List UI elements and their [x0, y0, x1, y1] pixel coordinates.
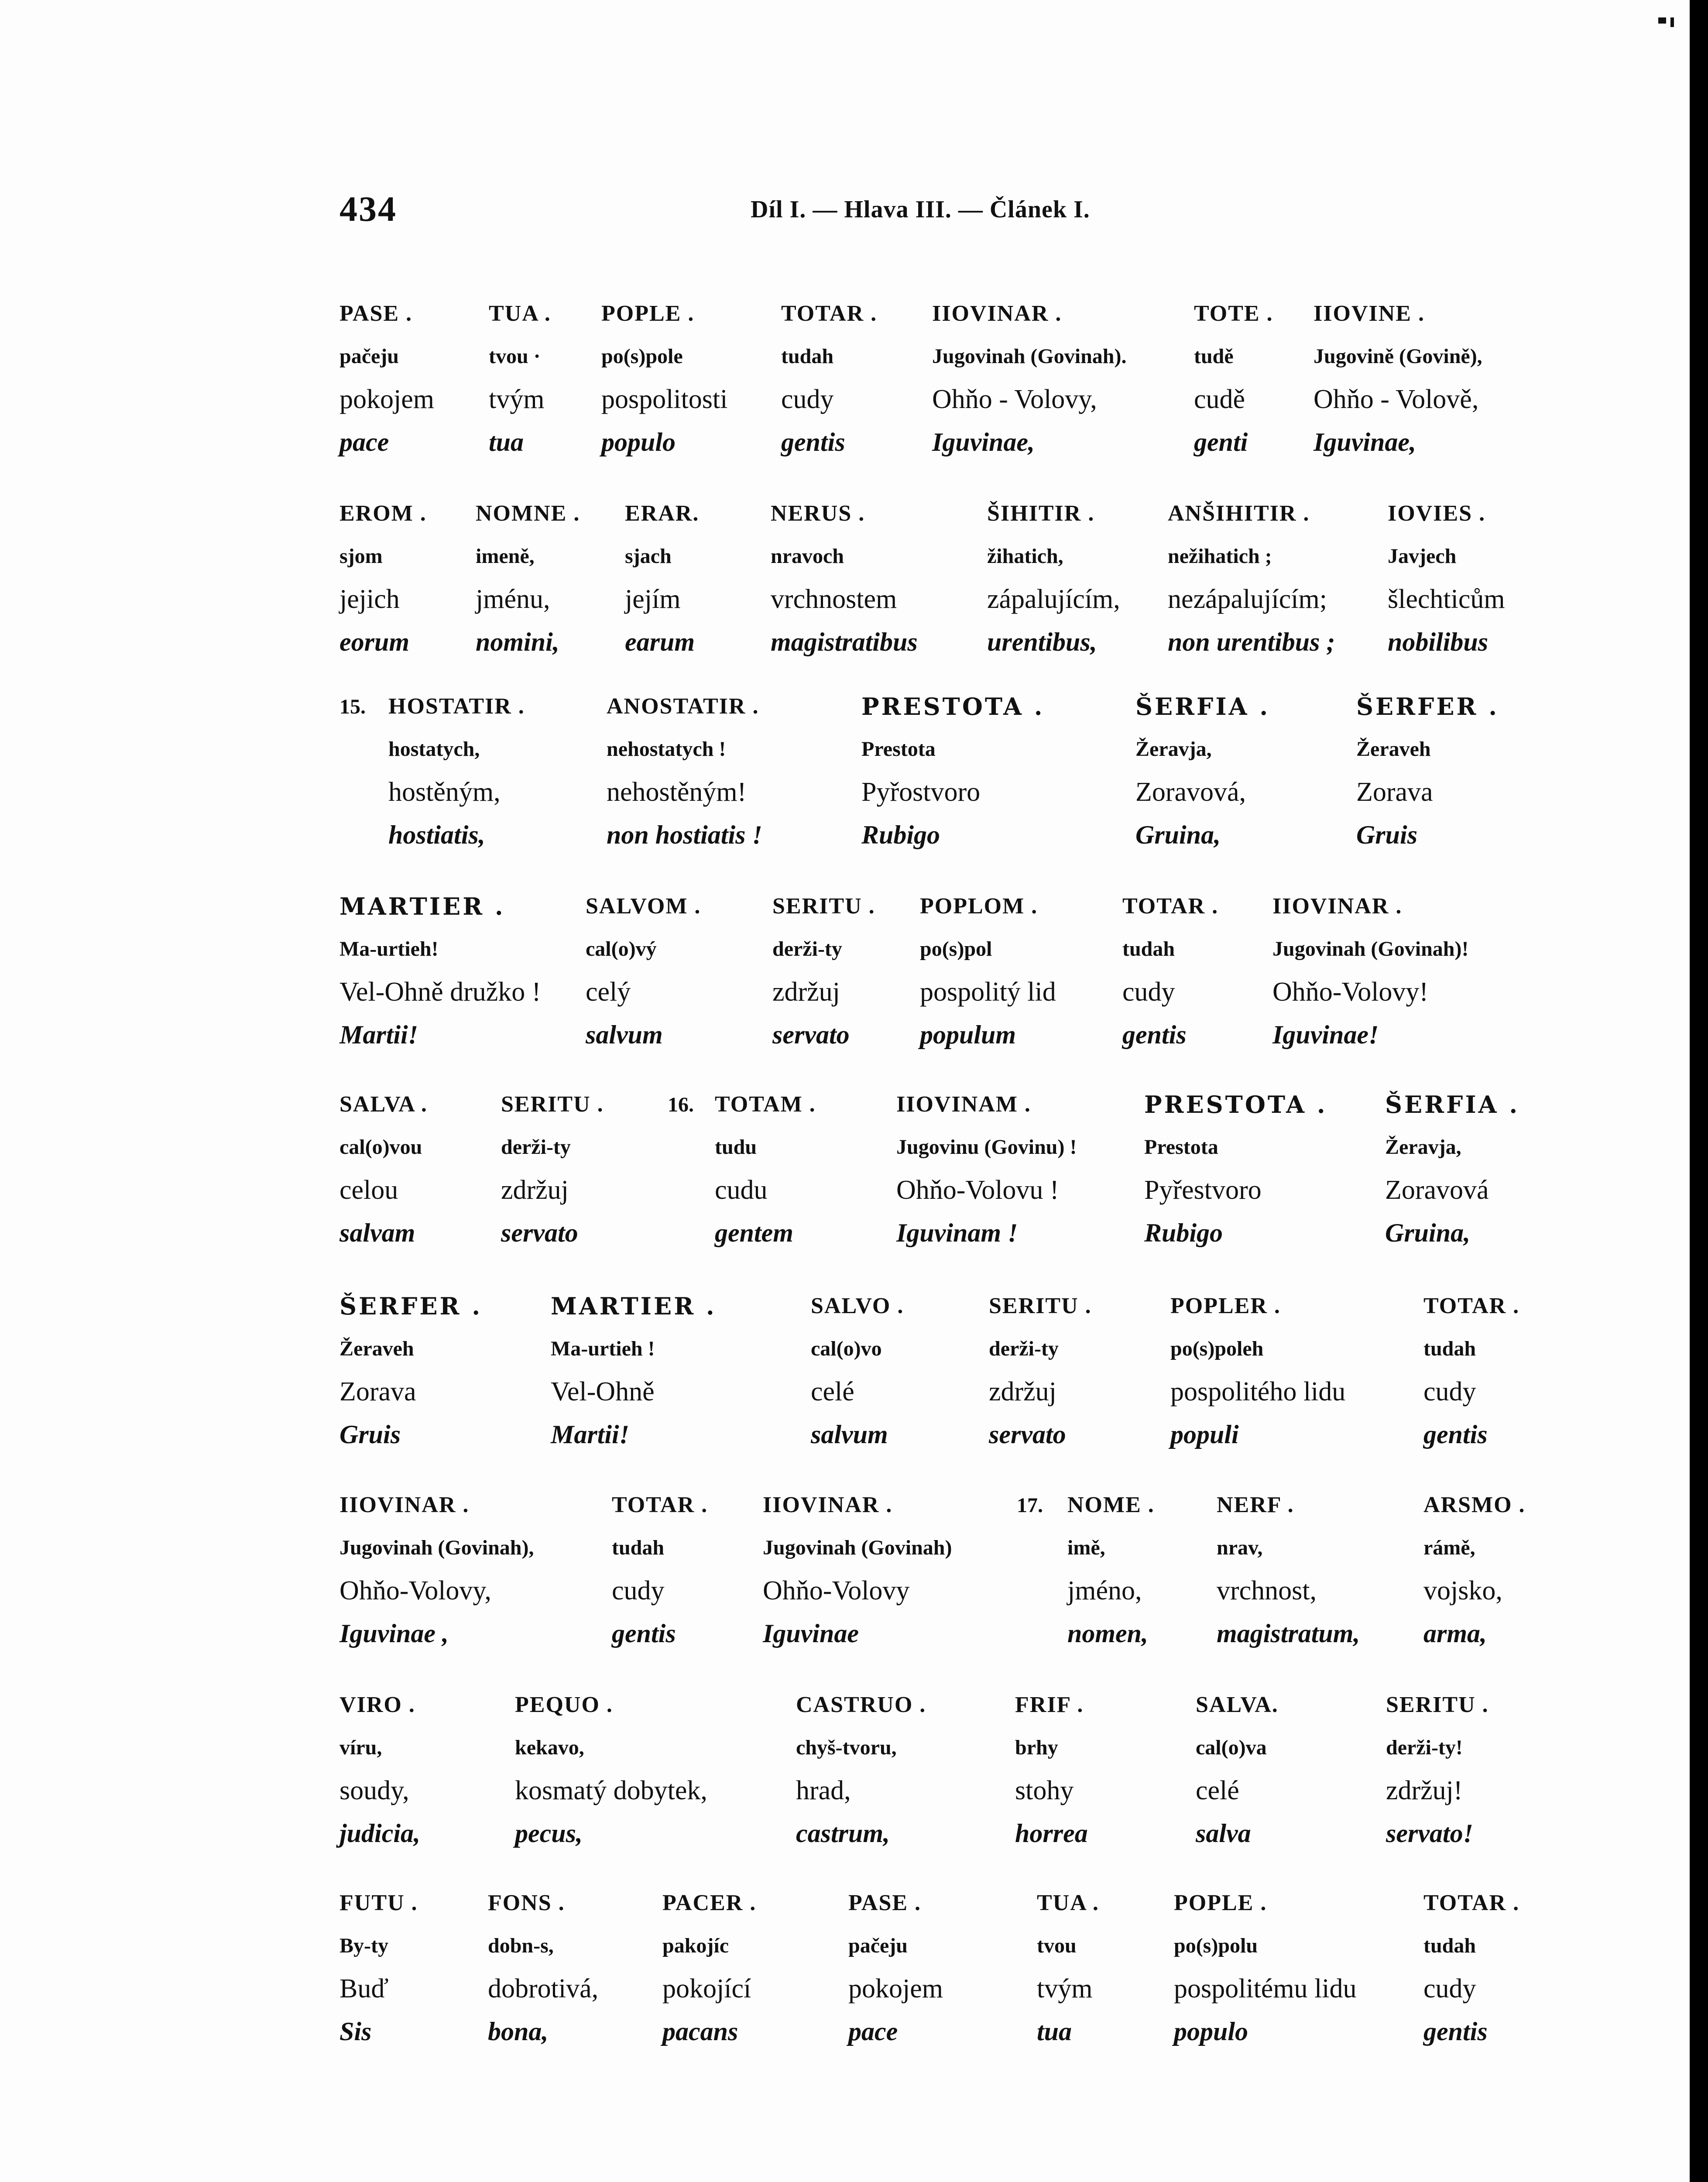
latin-word: urentibus,	[987, 628, 1097, 656]
gloss-column	[340, 292, 434, 463]
gloss-column	[811, 1285, 904, 1456]
czech-word: Ohňo-Volovu !	[896, 1175, 1059, 1205]
umbrian-word: IIOVINAR .	[763, 1492, 893, 1517]
latin-word: Iguvinam !	[896, 1218, 1018, 1247]
umbrian-word: ŠIHITIR .	[987, 501, 1095, 526]
latin-word: tua	[1037, 2017, 1072, 2046]
czech-word: celý	[586, 977, 631, 1007]
old-slavic-word: brhy	[1015, 1736, 1058, 1759]
gloss-column	[340, 1684, 420, 1855]
latin-word: Rubigo	[861, 820, 940, 849]
umbrian-word: TOTAR .	[781, 301, 878, 326]
old-slavic-word: Prestota	[1144, 1136, 1218, 1159]
gloss-column	[771, 492, 918, 663]
umbrian-word: MARTIER .	[340, 892, 505, 920]
czech-word: jejich	[340, 584, 400, 614]
old-slavic-word: pakojíc	[662, 1934, 729, 1957]
latin-word: bona,	[488, 2017, 549, 2046]
old-slavic-word: tudah	[612, 1536, 665, 1559]
gloss-column	[1196, 1684, 1279, 1855]
czech-word: cudu	[715, 1175, 768, 1205]
gloss-column	[763, 1484, 952, 1655]
old-slavic-word: tudah	[1122, 937, 1175, 961]
czech-word: Pyřostvoro	[861, 777, 981, 807]
gloss-column	[1423, 1484, 1526, 1655]
old-slavic-word: Prestota	[861, 738, 936, 761]
gloss-column	[607, 685, 762, 856]
czech-word: zdržuj	[989, 1377, 1056, 1407]
old-slavic-word: chyš-tvoru,	[796, 1736, 897, 1759]
umbrian-word: PRESTOTA .	[861, 693, 1045, 720]
gloss-column	[796, 1684, 926, 1855]
latin-word: Iguvinae,	[932, 428, 1035, 456]
gloss-column	[1314, 292, 1482, 463]
czech-word: Vel-Ohně družko !	[340, 977, 541, 1007]
latin-word: Iguvinae!	[1272, 1020, 1379, 1049]
umbrian-word: IIOVINAR .	[340, 1492, 470, 1517]
old-slavic-word: po(s)polu	[1174, 1934, 1258, 1957]
old-slavic-word: Jugovině (Govině),	[1314, 345, 1482, 368]
latin-word: Iguvinae ,	[340, 1619, 449, 1648]
gloss-column	[1168, 492, 1335, 663]
czech-word: Zoravová	[1385, 1175, 1489, 1205]
latin-word: salvum	[811, 1420, 888, 1449]
gloss-column	[489, 292, 551, 463]
umbrian-word: IIOVINAR .	[1272, 894, 1403, 919]
latin-word: Iguvinae,	[1314, 428, 1416, 456]
latin-word: pace	[848, 2017, 898, 2046]
umbrian-word: ŠERFIA .	[1135, 693, 1270, 720]
scan-corner-mark	[1670, 17, 1674, 27]
old-slavic-word: po(s)poleh	[1170, 1337, 1264, 1360]
old-slavic-word: nežihatich ;	[1168, 545, 1272, 568]
umbrian-word: NERUS .	[771, 501, 865, 526]
gloss-column	[1194, 292, 1273, 463]
czech-word: pospolitému lidu	[1174, 1974, 1357, 2004]
czech-word: zdržuj!	[1386, 1776, 1463, 1805]
gloss-column	[340, 1484, 534, 1655]
umbrian-word: PACER .	[662, 1890, 757, 1915]
czech-word: vrchnost,	[1217, 1576, 1317, 1606]
umbrian-word: VIRO .	[340, 1692, 415, 1717]
umbrian-word: HOSTATIR .	[388, 694, 525, 719]
gloss-column	[1015, 1684, 1088, 1855]
umbrian-word: NERF .	[1217, 1492, 1294, 1517]
umbrian-word: ERAR.	[625, 501, 700, 526]
old-slavic-word: hostatych,	[388, 738, 480, 761]
latin-word: gentem	[715, 1218, 793, 1247]
umbrian-word: NOMNE .	[476, 501, 580, 526]
umbrian-word: SERITU .	[501, 1092, 604, 1117]
czech-word: zdržuj	[501, 1175, 569, 1205]
gloss-row	[0, 1882, 1690, 2065]
umbrian-word: ŠERFER .	[340, 1292, 483, 1320]
old-slavic-word: derži-ty	[989, 1337, 1059, 1360]
umbrian-word: TOTAR .	[612, 1492, 708, 1517]
latin-word: gentis	[1122, 1020, 1187, 1049]
old-slavic-word: po(s)pol	[920, 937, 992, 961]
umbrian-word: FRIF .	[1015, 1692, 1084, 1717]
running-title: Díl I. — Hlava III. — Článek I.	[751, 196, 1090, 223]
umbrian-word: SALVA .	[340, 1092, 428, 1117]
old-slavic-word: dobn-s,	[488, 1934, 554, 1957]
old-slavic-word: By-ty	[340, 1934, 388, 1957]
verse-number: 17.	[1017, 1494, 1043, 1517]
latin-word: Sis	[340, 2017, 372, 2046]
czech-word: pokojem	[848, 1974, 943, 2004]
umbrian-word: FUTU .	[340, 1890, 418, 1915]
gloss-column	[340, 885, 541, 1056]
czech-word: pospolitého lidu	[1170, 1377, 1346, 1407]
old-slavic-word: rámě,	[1423, 1536, 1475, 1559]
czech-word: cudy	[1423, 1974, 1476, 2004]
umbrian-word: POPLOM .	[920, 894, 1038, 919]
czech-word: nehostěným!	[607, 777, 747, 807]
czech-word: cudy	[1122, 977, 1175, 1007]
umbrian-word: ANOSTATIR .	[607, 694, 759, 719]
gloss-column	[601, 292, 727, 463]
gloss-row	[0, 685, 1690, 868]
latin-word: gentis	[612, 1619, 676, 1648]
umbrian-word: POPLE .	[601, 301, 695, 326]
umbrian-word: TOTAR .	[1423, 1890, 1520, 1915]
gloss-row	[0, 492, 1690, 676]
umbrian-word: ŠERFIA .	[1385, 1091, 1520, 1118]
umbrian-word: TOTE .	[1194, 301, 1273, 326]
gloss-column	[388, 685, 525, 856]
czech-word: pokojem	[340, 384, 434, 414]
latin-word: pacans	[662, 2017, 738, 2046]
latin-word: castrum,	[796, 1819, 890, 1848]
latin-word: hostiatis,	[388, 820, 485, 849]
latin-word: eorum	[340, 628, 410, 656]
umbrian-word: EROM .	[340, 501, 427, 526]
umbrian-word: TOTAM .	[715, 1092, 816, 1117]
old-slavic-word: Ma-urtieh !	[551, 1337, 655, 1360]
latin-word: tua	[489, 428, 524, 456]
czech-word: tvým	[1037, 1974, 1093, 2004]
czech-word: cudy	[612, 1576, 665, 1606]
page-number: 434	[340, 189, 397, 229]
gloss-column	[1067, 1484, 1155, 1655]
czech-word: nezápalujícím;	[1168, 584, 1327, 614]
gloss-column	[1385, 1083, 1519, 1254]
latin-word: salvum	[586, 1020, 663, 1049]
umbrian-word: FONS .	[488, 1890, 565, 1915]
latin-word: nomini,	[476, 628, 559, 656]
umbrian-word: SERITU .	[772, 894, 875, 919]
old-slavic-word: tudu	[715, 1136, 757, 1159]
gloss-column	[1388, 492, 1505, 663]
umbrian-word: MARTIER .	[551, 1292, 717, 1320]
latin-word: judicia,	[340, 1819, 421, 1848]
old-slavic-word: tvou ·	[489, 345, 541, 368]
umbrian-word: ŠERFER .	[1356, 693, 1499, 720]
umbrian-word: SALVA.	[1196, 1692, 1279, 1717]
gloss-column	[625, 492, 699, 663]
old-slavic-word: tudah	[781, 345, 834, 368]
latin-word: populo	[1174, 2017, 1248, 2046]
gloss-column	[861, 685, 1045, 856]
old-slavic-word: cal(o)vý	[586, 937, 657, 961]
gloss-row	[0, 292, 1690, 476]
latin-word: nomen,	[1067, 1619, 1149, 1648]
old-slavic-word: sjach	[625, 545, 672, 568]
gloss-row	[0, 1484, 1690, 1667]
gloss-column	[781, 292, 877, 463]
old-slavic-word: imeně,	[476, 545, 535, 568]
latin-word: gentis	[1423, 2017, 1488, 2046]
czech-word: vrchnostem	[771, 584, 897, 614]
gloss-column	[488, 1882, 598, 2053]
umbrian-word: PRESTOTA .	[1144, 1091, 1327, 1118]
umbrian-word: TOTAR .	[1423, 1293, 1520, 1318]
gloss-column	[932, 292, 1126, 463]
gloss-column	[476, 492, 580, 663]
umbrian-word: NOME .	[1067, 1492, 1155, 1517]
latin-word: Gruina,	[1385, 1218, 1471, 1247]
latin-word: magistratum,	[1217, 1619, 1360, 1648]
gloss-row	[0, 1083, 1690, 1266]
gloss-column	[1272, 885, 1468, 1056]
latin-word: genti	[1194, 428, 1248, 456]
czech-word: celé	[1196, 1776, 1239, 1805]
old-slavic-word: cal(o)va	[1196, 1736, 1267, 1759]
gloss-column	[987, 492, 1120, 663]
czech-word: celé	[811, 1377, 854, 1407]
latin-word: gentis	[1423, 1420, 1488, 1449]
latin-word: pecus,	[515, 1819, 583, 1848]
umbrian-word: SALVO .	[811, 1293, 904, 1318]
old-slavic-word: imě,	[1067, 1536, 1105, 1559]
old-slavic-word: nehostatych !	[607, 738, 726, 761]
gloss-column	[612, 1484, 708, 1655]
umbrian-word: TUA .	[1037, 1890, 1099, 1915]
old-slavic-word: pačeju	[848, 1934, 908, 1957]
czech-word: Zorava	[340, 1377, 416, 1407]
umbrian-word: SALVOM .	[586, 894, 701, 919]
umbrian-word: IIOVINE .	[1314, 301, 1425, 326]
gloss-column	[1170, 1285, 1345, 1456]
gloss-column	[515, 1684, 707, 1855]
old-slavic-word: žihatich,	[987, 545, 1063, 568]
czech-word: pospolitý lid	[920, 977, 1056, 1007]
umbrian-word: IIOVINAM .	[896, 1092, 1031, 1117]
old-slavic-word: Žeravja,	[1385, 1136, 1461, 1159]
old-slavic-word: Žeraveh	[340, 1337, 414, 1360]
latin-word: populi	[1170, 1420, 1239, 1449]
umbrian-word: SERITU .	[989, 1293, 1092, 1318]
latin-word: populum	[920, 1020, 1016, 1049]
latin-word: Gruis	[1356, 820, 1418, 849]
czech-word: Buď	[340, 1974, 389, 2004]
czech-word: kosmatý dobytek,	[515, 1776, 707, 1805]
umbrian-word: SERITU .	[1386, 1692, 1489, 1717]
czech-word: tvým	[489, 384, 545, 414]
umbrian-word: CASTRUO .	[796, 1692, 926, 1717]
gloss-row	[0, 1684, 1690, 1867]
czech-word: cudy	[781, 384, 834, 414]
gloss-column	[1037, 1882, 1099, 2053]
gloss-column	[662, 1882, 756, 2053]
czech-word: cudy	[1423, 1377, 1476, 1407]
czech-word: hrad,	[796, 1776, 851, 1805]
latin-word: arma,	[1423, 1619, 1487, 1648]
latin-word: servato!	[1386, 1819, 1473, 1848]
latin-word: Martii!	[340, 1020, 418, 1049]
verse-number: 15.	[340, 695, 366, 718]
czech-word: Ohňo-Volovy!	[1272, 977, 1429, 1007]
latin-word: earum	[625, 628, 695, 656]
latin-word: nobilibus	[1388, 628, 1488, 656]
latin-word: pace	[340, 428, 389, 456]
old-slavic-word: sjom	[340, 545, 383, 568]
gloss-column	[1356, 685, 1499, 856]
old-slavic-word: derži-ty	[501, 1136, 571, 1159]
old-slavic-word: pačeju	[340, 345, 399, 368]
czech-word: dobrotivá,	[488, 1974, 599, 2004]
latin-word: gentis	[781, 428, 845, 456]
umbrian-word: ARSMO .	[1423, 1492, 1526, 1517]
czech-word: hostěným,	[388, 777, 501, 807]
old-slavic-word: po(s)pole	[601, 345, 683, 368]
gloss-column	[1174, 1882, 1357, 2053]
czech-word: Zorava	[1356, 777, 1433, 807]
latin-word: servato	[989, 1420, 1066, 1449]
gloss-column	[1386, 1684, 1489, 1855]
gloss-column	[501, 1083, 604, 1254]
czech-word: Pyřestvoro	[1144, 1175, 1262, 1205]
latin-word: salvam	[340, 1218, 415, 1247]
gloss-row	[0, 1285, 1690, 1468]
czech-word: jménu,	[476, 584, 550, 614]
gloss-column	[715, 1083, 816, 1254]
umbrian-word: POPLE .	[1174, 1890, 1267, 1915]
old-slavic-word: Žeravja,	[1135, 738, 1212, 761]
czech-word: Ohňo-Volovy,	[340, 1576, 491, 1606]
gloss-column	[586, 885, 701, 1056]
latin-word: populo	[601, 428, 676, 456]
old-slavic-word: Jugovinah (Govinah).	[932, 345, 1127, 368]
gloss-column	[1122, 885, 1218, 1056]
old-slavic-word: nrav,	[1217, 1536, 1263, 1559]
gloss-column	[340, 1083, 428, 1254]
latin-word: Martii!	[551, 1420, 630, 1449]
scan-corner-mark	[1658, 17, 1666, 24]
old-slavic-word: Jugovinah (Govinah)	[763, 1536, 952, 1559]
gloss-column	[1217, 1484, 1360, 1655]
umbrian-word: ANŠIHITIR .	[1168, 501, 1310, 526]
czech-word: Ohňo - Volově,	[1314, 384, 1479, 414]
czech-word: vojsko,	[1423, 1576, 1502, 1606]
gloss-column	[1144, 1083, 1327, 1254]
old-slavic-word: cal(o)vou	[340, 1136, 422, 1159]
latin-word: non urentibus ;	[1168, 628, 1335, 656]
old-slavic-word: kekavo,	[515, 1736, 584, 1759]
gloss-column	[772, 885, 875, 1056]
czech-word: soudy,	[340, 1776, 409, 1805]
old-slavic-word: cal(o)vo	[811, 1337, 882, 1360]
czech-word: zdržuj	[772, 977, 840, 1007]
gloss-column	[989, 1285, 1092, 1456]
latin-word: Gruis	[340, 1420, 401, 1449]
czech-word: Ohňo-Volovy	[763, 1576, 910, 1606]
umbrian-word: IIOVINAR .	[932, 301, 1062, 326]
old-slavic-word: Žeraveh	[1356, 738, 1431, 761]
gloss-column	[340, 1285, 482, 1456]
czech-word: Ohňo - Volovy,	[932, 384, 1097, 414]
gloss-row	[0, 885, 1690, 1068]
latin-word: non hostiatis !	[607, 820, 762, 849]
umbrian-word: IOVIES .	[1388, 501, 1486, 526]
latin-word: magistratibus	[771, 628, 918, 656]
old-slavic-word: Ma-urtieh!	[340, 937, 439, 961]
czech-word: jejím	[625, 584, 681, 614]
gloss-column	[340, 492, 427, 663]
czech-word: cudě	[1194, 384, 1245, 414]
czech-word: celou	[340, 1175, 398, 1205]
old-slavic-word: derži-ty	[772, 937, 842, 961]
umbrian-word: TOTAR .	[1122, 894, 1219, 919]
latin-word: servato	[501, 1218, 578, 1247]
umbrian-word: PEQUO .	[515, 1692, 613, 1717]
gloss-column	[1135, 685, 1270, 856]
gloss-column	[1423, 1882, 1519, 2053]
gloss-column	[551, 1285, 717, 1456]
latin-word: Gruina,	[1135, 820, 1221, 849]
umbrian-word: PASE .	[340, 301, 413, 326]
czech-word: pospolitosti	[601, 384, 728, 414]
old-slavic-word: tvou	[1037, 1934, 1077, 1957]
old-slavic-word: nravoch	[771, 545, 844, 568]
old-slavic-word: Javjech	[1388, 545, 1457, 568]
latin-word: salva	[1196, 1819, 1251, 1848]
gloss-column	[896, 1083, 1077, 1254]
old-slavic-word: tudah	[1423, 1934, 1476, 1957]
gloss-column	[1423, 1285, 1519, 1456]
old-slavic-word: víru,	[340, 1736, 382, 1759]
czech-word: zápalujícím,	[987, 584, 1120, 614]
latin-word: Rubigo	[1144, 1218, 1223, 1247]
czech-word: šlechticům	[1388, 584, 1505, 614]
old-slavic-word: tudě	[1194, 345, 1234, 368]
umbrian-word: TUA .	[489, 301, 551, 326]
umbrian-word: PASE .	[848, 1890, 922, 1915]
old-slavic-word: derži-ty!	[1386, 1736, 1463, 1759]
old-slavic-word: Jugovinah (Govinah)!	[1272, 937, 1469, 961]
old-slavic-word: tudah	[1423, 1337, 1476, 1360]
latin-word: Iguvinae	[763, 1619, 859, 1648]
gloss-column	[848, 1882, 943, 2053]
gloss-column	[920, 885, 1056, 1056]
czech-word: pokojící	[662, 1974, 751, 2004]
verse-number: 16.	[668, 1093, 694, 1116]
old-slavic-word: Jugovinu (Govinu) !	[896, 1136, 1077, 1159]
czech-word: jméno,	[1067, 1576, 1142, 1606]
umbrian-word: POPLER .	[1170, 1293, 1281, 1318]
gloss-column	[340, 1882, 418, 2053]
old-slavic-word: Jugovinah (Govinah),	[340, 1536, 534, 1559]
czech-word: stohy	[1015, 1776, 1074, 1805]
latin-word: horrea	[1015, 1819, 1088, 1848]
czech-word: Vel-Ohně	[551, 1377, 655, 1407]
czech-word: Zoravová,	[1135, 777, 1246, 807]
latin-word: servato	[772, 1020, 850, 1049]
